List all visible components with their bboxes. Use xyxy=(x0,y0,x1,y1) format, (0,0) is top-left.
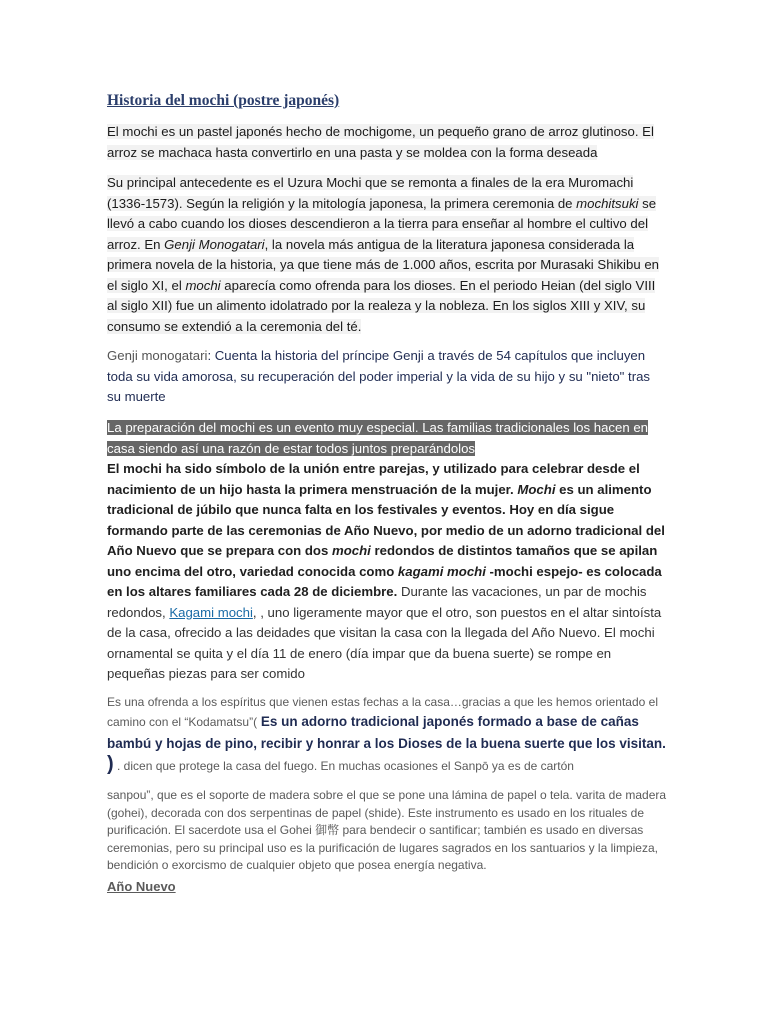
kagami-mochi-link[interactable]: Kagami mochi xyxy=(169,604,253,620)
offering-paragraph xyxy=(107,693,667,775)
history-text-c: , la novela más antigua de la literatura japonesa considerada la primera novela de la historia, ya que tiene más de 1.000 años, escrita por Murasaki Shikibu en el siglo XI, el xyxy=(107,236,659,293)
mochi-term-2: mochi xyxy=(331,543,371,558)
closing-paren: ) xyxy=(107,753,114,775)
history-text xyxy=(107,175,659,334)
symbol-paragraph xyxy=(107,459,667,685)
offering-text-c: . dicen que protege la casa del fuego. En muchas ocasiones el Sanpō ya es de cartón xyxy=(113,759,574,773)
symbol-text-d: -mochi espejo- es colocada en los altares familiares cada 28 de diciembre. xyxy=(107,563,662,599)
genji-text: : Cuenta la historia del príncipe Genji a través de 54 capítulos que incluyen toda su vida amorosa, su recuperación del poder imperial y la vida de su hijo y su "nieto" tras su muerte xyxy=(107,348,651,404)
symbol-text-a: El mochi ha sido símbolo de la unión entre parejas, y utilizado para celebrar desde el nacimiento de un hijo hasta la primera menstruación de la mujer. xyxy=(107,461,640,497)
preparation-paragraph xyxy=(107,418,667,459)
history-text-d: aparecía como ofrenda para los dioses. En el periodo Heian (del siglo VIII al siglo XII) fue un alimento idolatrado por la realeza y la nobleza. En los siglos XIII y XIV, su consumo se extendió a la ceremonia del té. xyxy=(107,277,656,334)
genji-label: Genji monogatari xyxy=(107,348,208,363)
mochi-term-1: Mochi xyxy=(517,481,556,497)
symbol-text-c: redondos de distintos tamaños que se apilan uno encima del otro, variedad conocida como xyxy=(107,543,658,579)
section-title-ano-nuevo: Año Nuevo xyxy=(107,879,176,894)
mochi-term: mochi xyxy=(185,277,221,293)
history-text-b: se llevó a cabo cuando los dioses descendieron a la tierra para enseñar al hombre el cultivo del arroz. En xyxy=(107,195,657,252)
symbol-text-b: es un alimento tradicional de júbilo que nunca falta en los festivales y eventos. Hoy en día sigue formando parte de las ceremonias de Año Nuevo, por medio de un adorno tradicional del Año Nuevo que se prepara con dos xyxy=(107,481,665,558)
intro-text: El mochi es un pastel japonés hecho de mochigome, un pequeño grano de arroz glutinoso. El arroz se machaca hasta convertirlo en una pasta y se moldea con la forma deseada xyxy=(107,124,654,160)
symbol-text-e: Durante las vacaciones, un par de mochis redondos, xyxy=(107,584,647,620)
kodamatsu-definition: Es un adorno tradicional japonés formado a base de cañas bambú y hojas de pino, recibir y honrar a los Dioses de la buena suerte que los visitan. xyxy=(107,714,666,751)
preparation-text: La preparación del mochi es un evento muy especial. Las familias tradicionales los hacen en casa siendo así una razón de estar todos juntos preparándolos xyxy=(107,420,648,456)
sanpou-paragraph: sanpou”, que es el soporte de madera sobre el que se pone una lámina de papel o tela. varita de madera (gohei), decorada con dos serpentinas de papel (shide). Este instrumento es usado en los rituales de purificación. El sacerdote usa el Gohei 御幣 para bendecir o santificar; también es usado en diversas ceremonias, pero su principal uso es la purificación de lugares sagrados en los santuarios y la limpieza, bendición o exorcismo de cualquier objeto que posea energía negativa. xyxy=(107,788,667,872)
genji-term: Genji Monogatari xyxy=(164,236,265,252)
kagami-term: kagami mochi xyxy=(397,563,486,579)
genji-paragraph xyxy=(107,346,667,408)
history-text-a: Su principal antecedente es el Uzura Mochi que se remonta a finales de la era Muromachi (1336-1573). Según la religión y la mitología japonesa, la primera ceremonia de xyxy=(107,175,634,211)
mochitsuki-term: mochitsuki xyxy=(576,195,639,211)
symbol-text-f: , , uno ligeramente mayor que el otro, son puestos en el altar sintoísta de la casa, ofrecido a las deidades que visitan la casa con la llegada del Año Nuevo. El mochi ornamental se quita y el día 11 de enero (día impar que da buena suerte) se rompe en pequeñas piezas para ser comido xyxy=(107,604,662,681)
history-paragraph xyxy=(107,173,667,337)
page-title: Historia del mochi (postre japonés) xyxy=(107,92,340,109)
intro-paragraph xyxy=(107,122,667,163)
offering-text-a: Es una ofrenda a los espíritus que vienen estas fechas a la casa…gracias a que les hemos orientado el camino con el “Kodamatsu”( xyxy=(107,695,658,729)
